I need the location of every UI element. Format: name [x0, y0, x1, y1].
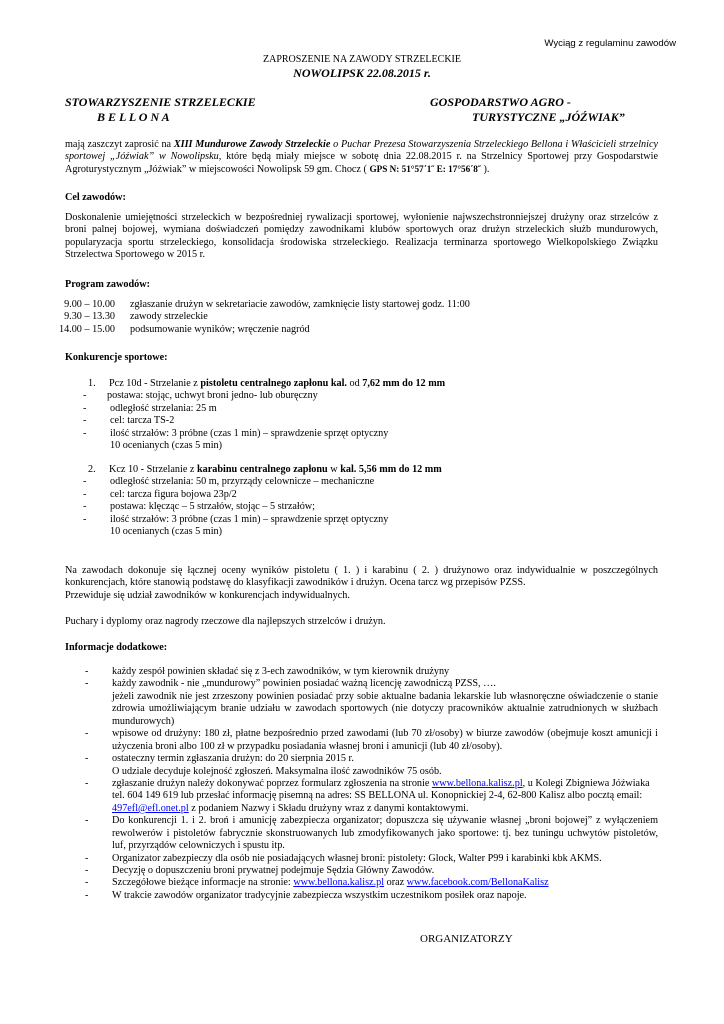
- competition-1-rule: postawa: stojąc, uchwyt broni jedno- lub oburęczny: [107, 390, 318, 402]
- title-main: NOWOLIPSK 22.08.2015 r.: [293, 66, 431, 80]
- info-item: wpisowe od drużyny: 180 zł, płatne bezpośrednio przed zawodami (lub 70 zł/osoby) w biurze zawodów (obejmuje koszt amunicji i użyczenia broni albo 100 zł w przypadku posiadania własnej broni i amunicji (lub 40 zł/osoby).: [112, 728, 658, 752]
- bellona-link[interactable]: www.bellona.kalisz.pl: [293, 877, 385, 889]
- list-item: - postawa: stojąc, uchwyt broni jedno- lub oburęczny: [83, 390, 318, 402]
- intro-text-3: ).: [480, 163, 490, 175]
- program-list: [50, 299, 660, 336]
- competition-2-mid: w: [327, 464, 341, 475]
- prizes-note: Puchary i dyplomy oraz nagrody rzeczowe dla najlepszych strzelców i drużyn.: [65, 616, 386, 627]
- email-link[interactable]: 497efl@efl.onet.pl: [112, 802, 189, 814]
- competition-2-rule: ilość strzałów: 3 próbne (czas 1 min) – sprawdzenie sprzęt optyczny: [110, 513, 389, 525]
- program-heading: Program zawodów:: [65, 279, 150, 290]
- organizer-left-line2: B E L L O N A: [97, 110, 170, 124]
- list-item: - każdy zawodnik - nie „mundurowy” powinien posiadać ważną licencję zawodniczą PZSS, …. jeżeli zawodnik nie jest zrzeszony powinien posiadać przy sobie aktualne badania lekarskie lub własnoręczne oświadczenie o stanie zdrowia umożliwiającym branie udziału w zawodach sportowych (nie dotyczy pracowników aktualnie zatrudnionych w służbach mundurowych): [85, 678, 658, 727]
- list-item: - ilość strzałów: 3 próbne (czas 1 min) – sprawdzenie sprzęt optyczny: [83, 513, 389, 525]
- facebook-link[interactable]: www.facebook.com/BellonaKalisz: [406, 877, 549, 889]
- title-small: ZAPROSZENIE NA ZAWODY STRZELECKIE: [263, 54, 461, 65]
- competition-1-weapon: pistoletu centralnego zapłonu kal.: [200, 378, 347, 389]
- list-item: - postawa: klęcząc – 5 strzałów, stojąc – 5 strzałów;: [83, 501, 315, 513]
- corner-note: Wyciąg z regulaminu zawodów: [544, 38, 676, 49]
- info-text: oraz: [384, 877, 407, 889]
- info-item: każdy zawodnik - nie „mundurowy” powinien posiadać ważną licencję zawodniczą PZSS, ….: [112, 678, 496, 690]
- individual-note: Przewiduje się udział zawodników w konkurencjach indywidualnych.: [65, 590, 350, 601]
- competition-1-rule: ilość strzałów: 3 próbne (czas 1 min) – sprawdzenie sprzęt optyczny: [110, 427, 389, 439]
- list-item: - W trakcie zawodów organizator tradycyjnie zabezpiecza wszystkim uczestnikom posiłek oraz napoje.: [85, 889, 527, 901]
- list-item: - ilość strzałów: 3 próbne (czas 1 min) – sprawdzenie sprzęt optyczny: [83, 427, 389, 439]
- intro-text-1: mają zaszczyt zaprosić na: [65, 139, 174, 150]
- info-text: z podaniem Nazwy i Składu drużyny wraz z danymi kontaktowymi.: [188, 802, 469, 814]
- competition-1-rule: 10 ocenianych (czas 5 min): [110, 440, 223, 452]
- list-item: - Szczegółowe bieżące informacje na stronie: www.bellona.kalisz.pl oraz www.facebook.com/BellonaKalisz: [85, 877, 549, 889]
- evaluation-paragraph: Na zawodach dokonuje się łącznej oceny wyników pistoletu ( 1. ) i karabinu ( 2. ) drużynowo oraz indywidualnie w poszczególnych konkurencjach, które stanowią podstawę do klasyfikacji zawodników i drużyn. Ocena tarcz wg przepisów PZSS.: [65, 565, 658, 589]
- info-heading: Informacje dodatkowe:: [65, 642, 168, 653]
- list-item: - cel: tarcza figura bojowa 23p/2: [83, 488, 237, 500]
- program-desc: zawody strzeleckie: [130, 311, 208, 323]
- competition-1-number: 1.: [88, 378, 96, 389]
- competition-2-rule: 10 ocenianych (czas 5 min): [110, 526, 223, 538]
- info-text: zgłaszanie drużyn należy dokonywać poprzez formularz zgłoszenia na stronie: [112, 777, 432, 789]
- event-name: XIII Mundurowe Zawody Strzeleckie: [173, 139, 331, 150]
- list-item: [83, 440, 658, 452]
- list-item: - każdy zespół powinien składać się z 3-ech zawodników, w tym kierownik drużyny: [85, 666, 450, 677]
- competition-1-rule: odległość strzelania: 25 m: [110, 402, 217, 414]
- info-item: Organizator zabezpieczy dla osób nie posiadających własnej broni: pistolety: Glock, Walter P99 i karabinki kbk AKMS.: [112, 852, 602, 864]
- info-item: O udziale decyduje kolejność zgłoszeń. Maksymalna ilość zawodników 75 osób.: [112, 765, 442, 777]
- cel-text: Doskonalenie umiejętności strzeleckich w bezpośredniej rywalizacji sportowej, wyłonienie najwszechstronniejszej drużyny oraz strzelców z broni palnej bojowej, wymiana doświadczeń pomiędzy zawodnikami klubów sportowych oraz drużyn strzeleckich służb mundurowych, popularyzacja sportu strzeleckiego, konsolidacja środowiska strzeleckiego. Realizacja terminarza sportowego Wielkopolskiego Związku Strzelectwa Sportowego w 2015 r.: [65, 212, 658, 261]
- info-item: Decyzję o dopuszczeniu broni prywatnej podejmuje Sędzia Główny Zawodów.: [112, 865, 435, 876]
- organizer-right-line1: GOSPODARSTWO AGRO -: [430, 95, 571, 109]
- list-item: - odległość strzelania: 50 m, przyrządy celownicze – mechaniczne: [83, 476, 375, 488]
- list-item: - zgłaszanie drużyn należy dokonywać poprzez formularz zgłoszenia na stronie www.bellona.kalisz.pl, u Kolegi Zbigniewa Jóźwiaka tel. 604 149 619 lub przesłać informację pisemną na adres: SS BELLONA ul. Konopnickiej 2-4, 62-800 Kalisz albo pocztą email: 497efl@efl.onet.pl z podaniem Nazwy i Składu drużyny wraz z danymi kontaktowymi.: [85, 777, 650, 814]
- competition-2-weapon: karabinu centralnego zapłonu: [196, 464, 328, 475]
- intro-text-2: które będą miały miejsce w sobotę dnia 22.08.2015 r. na Strzelnicy Sportowej przy Gospodarstwie Agroturystycznym „Jóźwiak” w miejscowości Nowolipsk 59 gm. Chocz (: [65, 151, 658, 175]
- competition-2-caliber: kal. 5,56 mm do 12 mm: [340, 464, 442, 475]
- competition-2-title: [88, 464, 658, 476]
- info-text: Szczegółowe bieżące informacje na stronie:: [112, 877, 294, 889]
- program-item: [50, 324, 660, 336]
- list-item: - cel: tarcza TS-2: [83, 415, 175, 427]
- list-item: - Organizator zabezpieczy dla osób nie posiadających własnej broni: pistolety: Glock, Walter P99 i karabinki kbk AKMS.: [85, 852, 602, 864]
- list-item: [83, 526, 658, 538]
- competition-1-title: [88, 378, 658, 390]
- competition-2-rule: postawa: klęcząc – 5 strzałów, stojąc – 5 strzałów;: [110, 501, 315, 513]
- program-item: [50, 299, 660, 311]
- info-list: [85, 666, 658, 902]
- program-time: 14.00 – 15.00: [58, 323, 115, 335]
- konkurencje-heading: Konkurencje sportowe:: [65, 352, 168, 363]
- list-item: - wpisowe od drużyny: 180 zł, płatne bezpośrednio przed zawodami (lub 70 zł/osoby) w biurze zawodów (obejmuje koszt amunicji i użyczenia broni albo 100 zł w przypadku posiadania własnej broni i amunicji (lub 40 zł/osoby).: [85, 728, 658, 752]
- competition-1-mid: od: [346, 378, 363, 389]
- competition-1-pre: Pcz 10d - Strzelanie z: [109, 378, 201, 389]
- info-text: , u Kolegi Zbigniewa Jóźwiaka tel. 604 149 619 lub przesłać informację pisemną na adres: SS BELLONA ul. Konopnickiej 2-4, 62-800 Kalisz albo pocztą email:: [112, 777, 650, 802]
- intro-paragraph: [65, 139, 658, 176]
- program-time: 9.00 – 10.00: [64, 299, 115, 310]
- program-desc: zgłaszanie drużyn w sekretariacie zawodów, zamknięcie listy startowej godz. 11:00: [130, 299, 470, 310]
- competition-1: [83, 378, 658, 453]
- competition-2-number: 2.: [88, 464, 96, 475]
- program-item: [50, 311, 660, 323]
- competition-2-rule: odległość strzelania: 50 m, przyrządy celownicze – mechaniczne: [110, 476, 375, 488]
- program-time: 9.30 – 13.30: [64, 311, 115, 323]
- competition-1-rule: cel: tarcza TS-2: [110, 415, 175, 427]
- competition-2-rule: cel: tarcza figura bojowa 23p/2: [110, 488, 237, 500]
- signature: ORGANIZATORZY: [420, 933, 513, 945]
- info-item: W trakcie zawodów organizator tradycyjnie zabezpiecza wszystkim uczestnikom posiłek oraz napoje.: [112, 889, 527, 901]
- organizer-left-line1: STOWARZYSZENIE STRZELECKIE: [65, 95, 256, 109]
- bellona-link[interactable]: www.bellona.kalisz.pl: [431, 777, 523, 789]
- organizer-left: [65, 95, 256, 125]
- competition-2-pre: Kcz 10 - Strzelanie z: [109, 464, 197, 475]
- info-item: każdy zespół powinien składać się z 3-ech zawodników, w tym kierownik drużyny: [112, 666, 450, 677]
- organizer-right-line2: TURYSTYCZNE „JÓŹWIAK”: [472, 110, 625, 124]
- info-item: jeżeli zawodnik nie jest zrzeszony powinien posiadać przy sobie aktualne badania lekarskie lub własnoręczne oświadczenie o stanie zdrowia umożliwiającym branie udziału w zawodach sportowych (nie dotyczy pracowników aktualnie zatrudnionych w służbach mundurowych): [112, 690, 658, 727]
- list-item: - Do konkurencji 1. i 2. broń i amunicję zabezpiecza organizator; dopuszcza się używanie własnej „broni bojowej” z wyłączeniem rewolwerów i pistoletów fabrycznie skonstruowanych lub zmodyfikowanych jako sportowe: tj. bez tuningu uchwytów pistoletów, luf, przyrządów celowniczych i spustu itp.: [85, 815, 658, 852]
- organizer-right: [430, 95, 625, 125]
- list-item: - odległość strzelania: 25 m: [83, 402, 217, 414]
- competition-2: [83, 464, 658, 539]
- list-item: - ostateczny termin zgłaszania drużyn: do 20 sierpnia 2015 r. O udziale decyduje kolejność zgłoszeń. Maksymalna ilość zawodników 75 osób.: [85, 753, 442, 777]
- program-desc: podsumowanie wyników; wręczenie nagród: [130, 323, 310, 335]
- list-item: - Decyzję o dopuszczeniu broni prywatnej podejmuje Sędzia Główny Zawodów.: [85, 865, 435, 876]
- gps-coordinates: GPS N: 51°57΄1˝ E: 17°56΄8˝: [369, 163, 481, 174]
- info-item: Do konkurencji 1. i 2. broń i amunicję zabezpiecza organizator; dopuszcza się używanie własnej „broni bojowej” z wyłączeniem rewolwerów i pistoletów fabrycznie skonstruowanych lub zmodyfikowanych jako sportowe: tj. bez tuningu uchwytów pistoletów, luf, przyrządów celowniczych i spustu itp.: [112, 815, 658, 852]
- intro-text-cup: o Puchar Prezesa Stowarzyszenia Strzeleckiego Bellona i Właścicieli strzelnicy sportowej „Jóźwiak” w Nowolipsku,: [65, 139, 658, 163]
- info-item: ostateczny termin zgłaszania drużyn: do 20 sierpnia 2015 r.: [112, 753, 354, 765]
- competition-1-caliber: 7,62 mm do 12 mm: [362, 378, 446, 389]
- cel-heading: Cel zawodów:: [65, 192, 126, 203]
